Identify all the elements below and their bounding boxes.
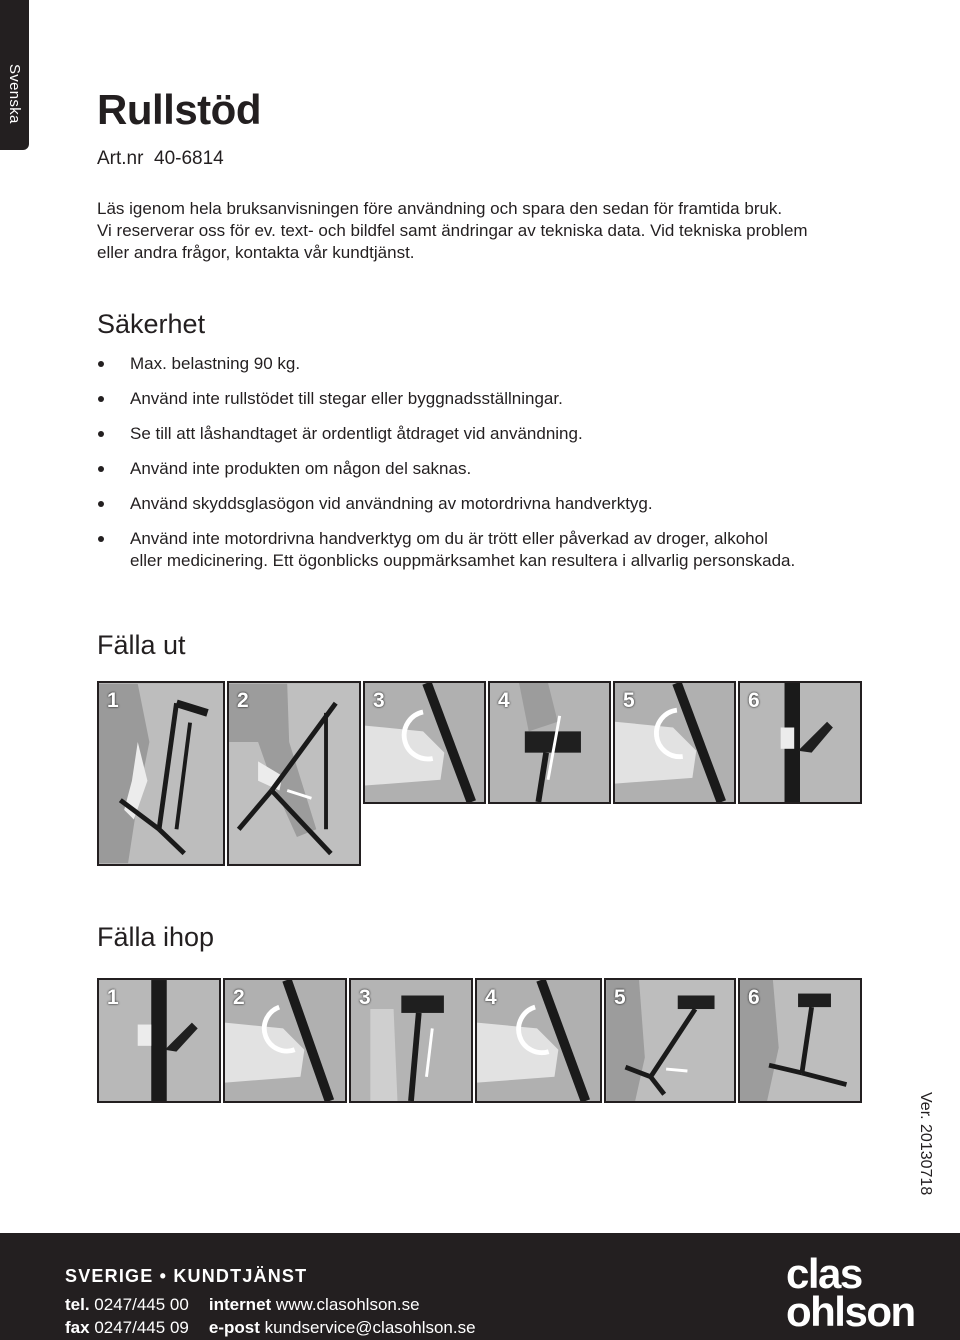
bullet-icon	[98, 431, 104, 437]
unfold-heading: Fälla ut	[97, 630, 186, 660]
fold-step-1-photo	[97, 978, 221, 1103]
footer-heading: SVERIGE • KUNDTJÄNST	[65, 1266, 308, 1286]
article-number-value: 40-6814	[154, 148, 224, 169]
unfold-step-6-photo	[738, 681, 862, 804]
fold-step-4-photo	[475, 978, 602, 1103]
list-item	[97, 528, 877, 572]
safety-list	[97, 353, 877, 585]
bullet-icon	[98, 396, 104, 402]
email-value[interactable]: kundservice@clasohlson.se	[264, 1318, 476, 1337]
step-number: 6	[748, 986, 760, 1009]
list-item	[97, 388, 877, 410]
article-number	[97, 148, 224, 170]
intro-line: Vi reserverar oss för ev. text- och bildfel samt ändringar av tekniska data. Vid tekniska problem	[97, 221, 808, 240]
list-item	[97, 423, 877, 445]
list-item	[97, 493, 877, 515]
bullet-icon	[98, 501, 104, 507]
footer	[0, 1233, 960, 1340]
step-number: 5	[623, 689, 635, 712]
fold-step-6-photo	[738, 978, 862, 1103]
safety-item-text: Max. belastning 90 kg.	[130, 354, 301, 373]
safety-item-text: Använd inte produkten om någon del saknas.	[130, 459, 472, 478]
list-item	[97, 353, 877, 375]
safety-item-text: Använd inte motordrivna handverktyg om du är trött eller påverkad av droger, alkohol	[130, 529, 768, 548]
clas-ohlson-logo	[786, 1250, 915, 1335]
step-number: 5	[614, 986, 626, 1009]
unfold-step-5-photo	[613, 681, 736, 804]
safety-item-text: eller medicinering. Ett ögonblicks ouppmärksamhet kan resultera i allvarlig personskada.	[130, 551, 796, 570]
step-number: 3	[373, 689, 385, 712]
fold-step-5-photo	[604, 978, 736, 1103]
unfold-step-1-photo	[97, 681, 225, 866]
page-title: Rullstöd	[97, 86, 261, 133]
list-item	[97, 458, 877, 480]
intro-text	[97, 198, 897, 264]
fold-step-2-photo	[223, 978, 347, 1103]
version-label: Ver. 20130718	[917, 1092, 934, 1196]
unfold-step-2-photo	[227, 681, 361, 866]
intro-line: Läs igenom hela bruksanvisningen före användning och spara den sedan för framtida bruk.	[97, 199, 783, 218]
step-number: 1	[107, 986, 119, 1009]
bullet-icon	[98, 536, 104, 542]
safety-heading: Säkerhet	[97, 309, 206, 339]
fold-step-3-photo	[349, 978, 473, 1103]
web-value[interactable]: www.clasohlson.se	[275, 1295, 420, 1314]
logo-word: clas	[786, 1250, 862, 1297]
footer-contact-row	[65, 1318, 476, 1338]
logo-word: ohlson	[786, 1288, 915, 1335]
fold-heading: Fälla ihop	[97, 922, 215, 952]
tel-value: 0247/445 00	[94, 1295, 189, 1314]
fax-value: 0247/445 09	[94, 1318, 189, 1337]
safety-item-text: Se till att låshandtaget är ordentligt åtdraget vid användning.	[130, 424, 583, 443]
step-number: 2	[237, 689, 249, 712]
bullet-icon	[98, 466, 104, 472]
step-number: 3	[359, 986, 371, 1009]
safety-item-text: Använd skyddsglasögon vid användning av motordrivna handverktyg.	[130, 494, 653, 513]
unfold-step-4-photo	[488, 681, 611, 804]
tel-label: tel.	[65, 1295, 90, 1314]
safety-item-text: Använd inte rullstödet till stegar eller byggnadsställningar.	[130, 389, 563, 408]
step-number: 2	[233, 986, 245, 1009]
bullet-icon	[98, 361, 104, 367]
unfold-step-3-photo	[363, 681, 486, 804]
article-number-label: Art.nr	[97, 148, 144, 169]
step-number: 1	[107, 689, 119, 712]
footer-contact-row	[65, 1295, 420, 1315]
language-label: Svenska	[6, 64, 23, 124]
fax-label: fax	[65, 1318, 90, 1337]
step-number: 4	[485, 986, 497, 1009]
language-tab	[0, 0, 29, 150]
intro-line: eller andra frågor, kontakta vår kundtjänst.	[97, 243, 415, 262]
web-label: internet	[208, 1295, 272, 1314]
email-label: e-post	[208, 1318, 260, 1337]
step-number: 4	[498, 689, 510, 712]
step-number: 6	[748, 689, 760, 712]
